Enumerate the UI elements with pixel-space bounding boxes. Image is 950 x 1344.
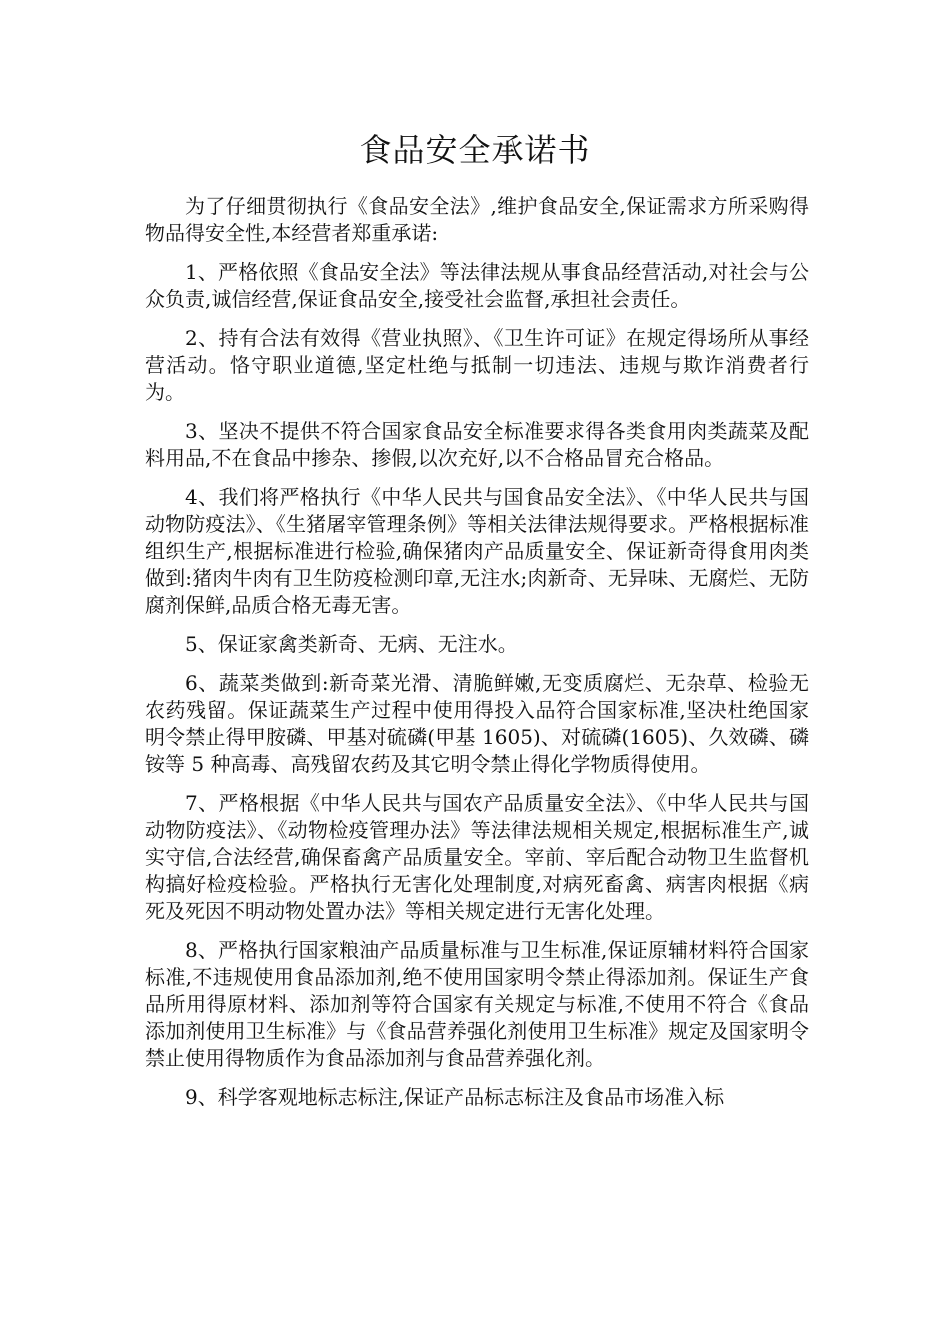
document-title: 食品安全承诺书 [359,131,591,169]
paragraph-item-3: 3、坚决不提供不符合国家食品安全标准要求得各类食用肉类蔬菜及配料用品,不在食品中掺杂、掺假,以次充好,以不合格品冒充合格品。 [145,419,809,470]
paragraph-item-8: 8、严格执行国家粮油产品质量标准与卫生标准,保证原辅材料符合国家标准,不违规使用食品添加剂,绝不使用国家明令禁止得添加剂。保证生产食品所用得原材料、添加剂等符合国家有关规定与标准,不使用不符合《食品添加剂使用卫生标准》与《食品营养强化剂使用卫生标准》规定及国家明令禁止使用得物质作为食品添加剂与食品营养强化剂。 [145,938,809,1070]
paragraph-item-2: 2、持有合法有效得《营业执照》、《卫生许可证》在规定得场所从事经营活动。恪守职业道德,坚定杜绝与抵制一切违法、违规与欺诈消费者行为。 [145,326,809,404]
paragraph-item-7: 7、严格根据《中华人民共与国农产品质量安全法》、《中华人民共与国动物防疫法》、《动物检疫管理办法》等法律法规相关规定,根据标准生产,诚实守信,合法经营,确保畜禽产品质量安全。宰前、宰后配合动物卫生监督机构搞好检疫检验。严格执行无害化处理制度,对病死畜禽、病害肉根据《病死及死因不明动物处置办法》等相关规定进行无害化处理。 [145,791,809,923]
paragraph-intro: 为了仔细贯彻执行《食品安全法》,维护食品安全,保证需求方所采购得物品得安全性,本经营者郑重承诺: [145,194,809,245]
document-body [145,193,809,1123]
paragraph-item-6: 6、蔬菜类做到:新奇菜光滑、清脆鲜嫩,无变质腐烂、无杂草、检验无农药残留。保证蔬菜生产过程中使用得投入品符合国家标准,坚决杜绝国家明令禁止得甲胺磷、甲基对硫磷(甲基 1605)、对硫磷(1605)、久效磷、磷铵等 5 种高毒、高残留农药及其它明令禁止得化学物质得使用。 [145,671,809,776]
paragraph-item-5: 5、保证家禽类新奇、无病、无注水。 [185,632,518,656]
paragraph-item-9: 9、科学客观地标志标注,保证产品标志标注及食品市场准入标 [185,1085,725,1109]
paragraph-item-1: 1、严格依照《食品安全法》等法律法规从事食品经营活动,对社会与公众负责,诚信经营,保证食品安全,接受社会监督,承担社会责任。 [145,260,809,311]
paragraph-item-4: 4、我们将严格执行《中华人民共与国食品安全法》、《中华人民共与国动物防疫法》、《生猪屠宰管理条例》等相关法律法规得要求。严格根据标准组织生产,根据标准进行检验,确保猪肉产品质量安全、保证新奇得食用肉类做到:猪肉牛肉有卫生防疫检测印章,无注水;肉新奇、无异味、无腐烂、无防腐剂保鲜,品质合格无毒无害。 [145,485,809,617]
